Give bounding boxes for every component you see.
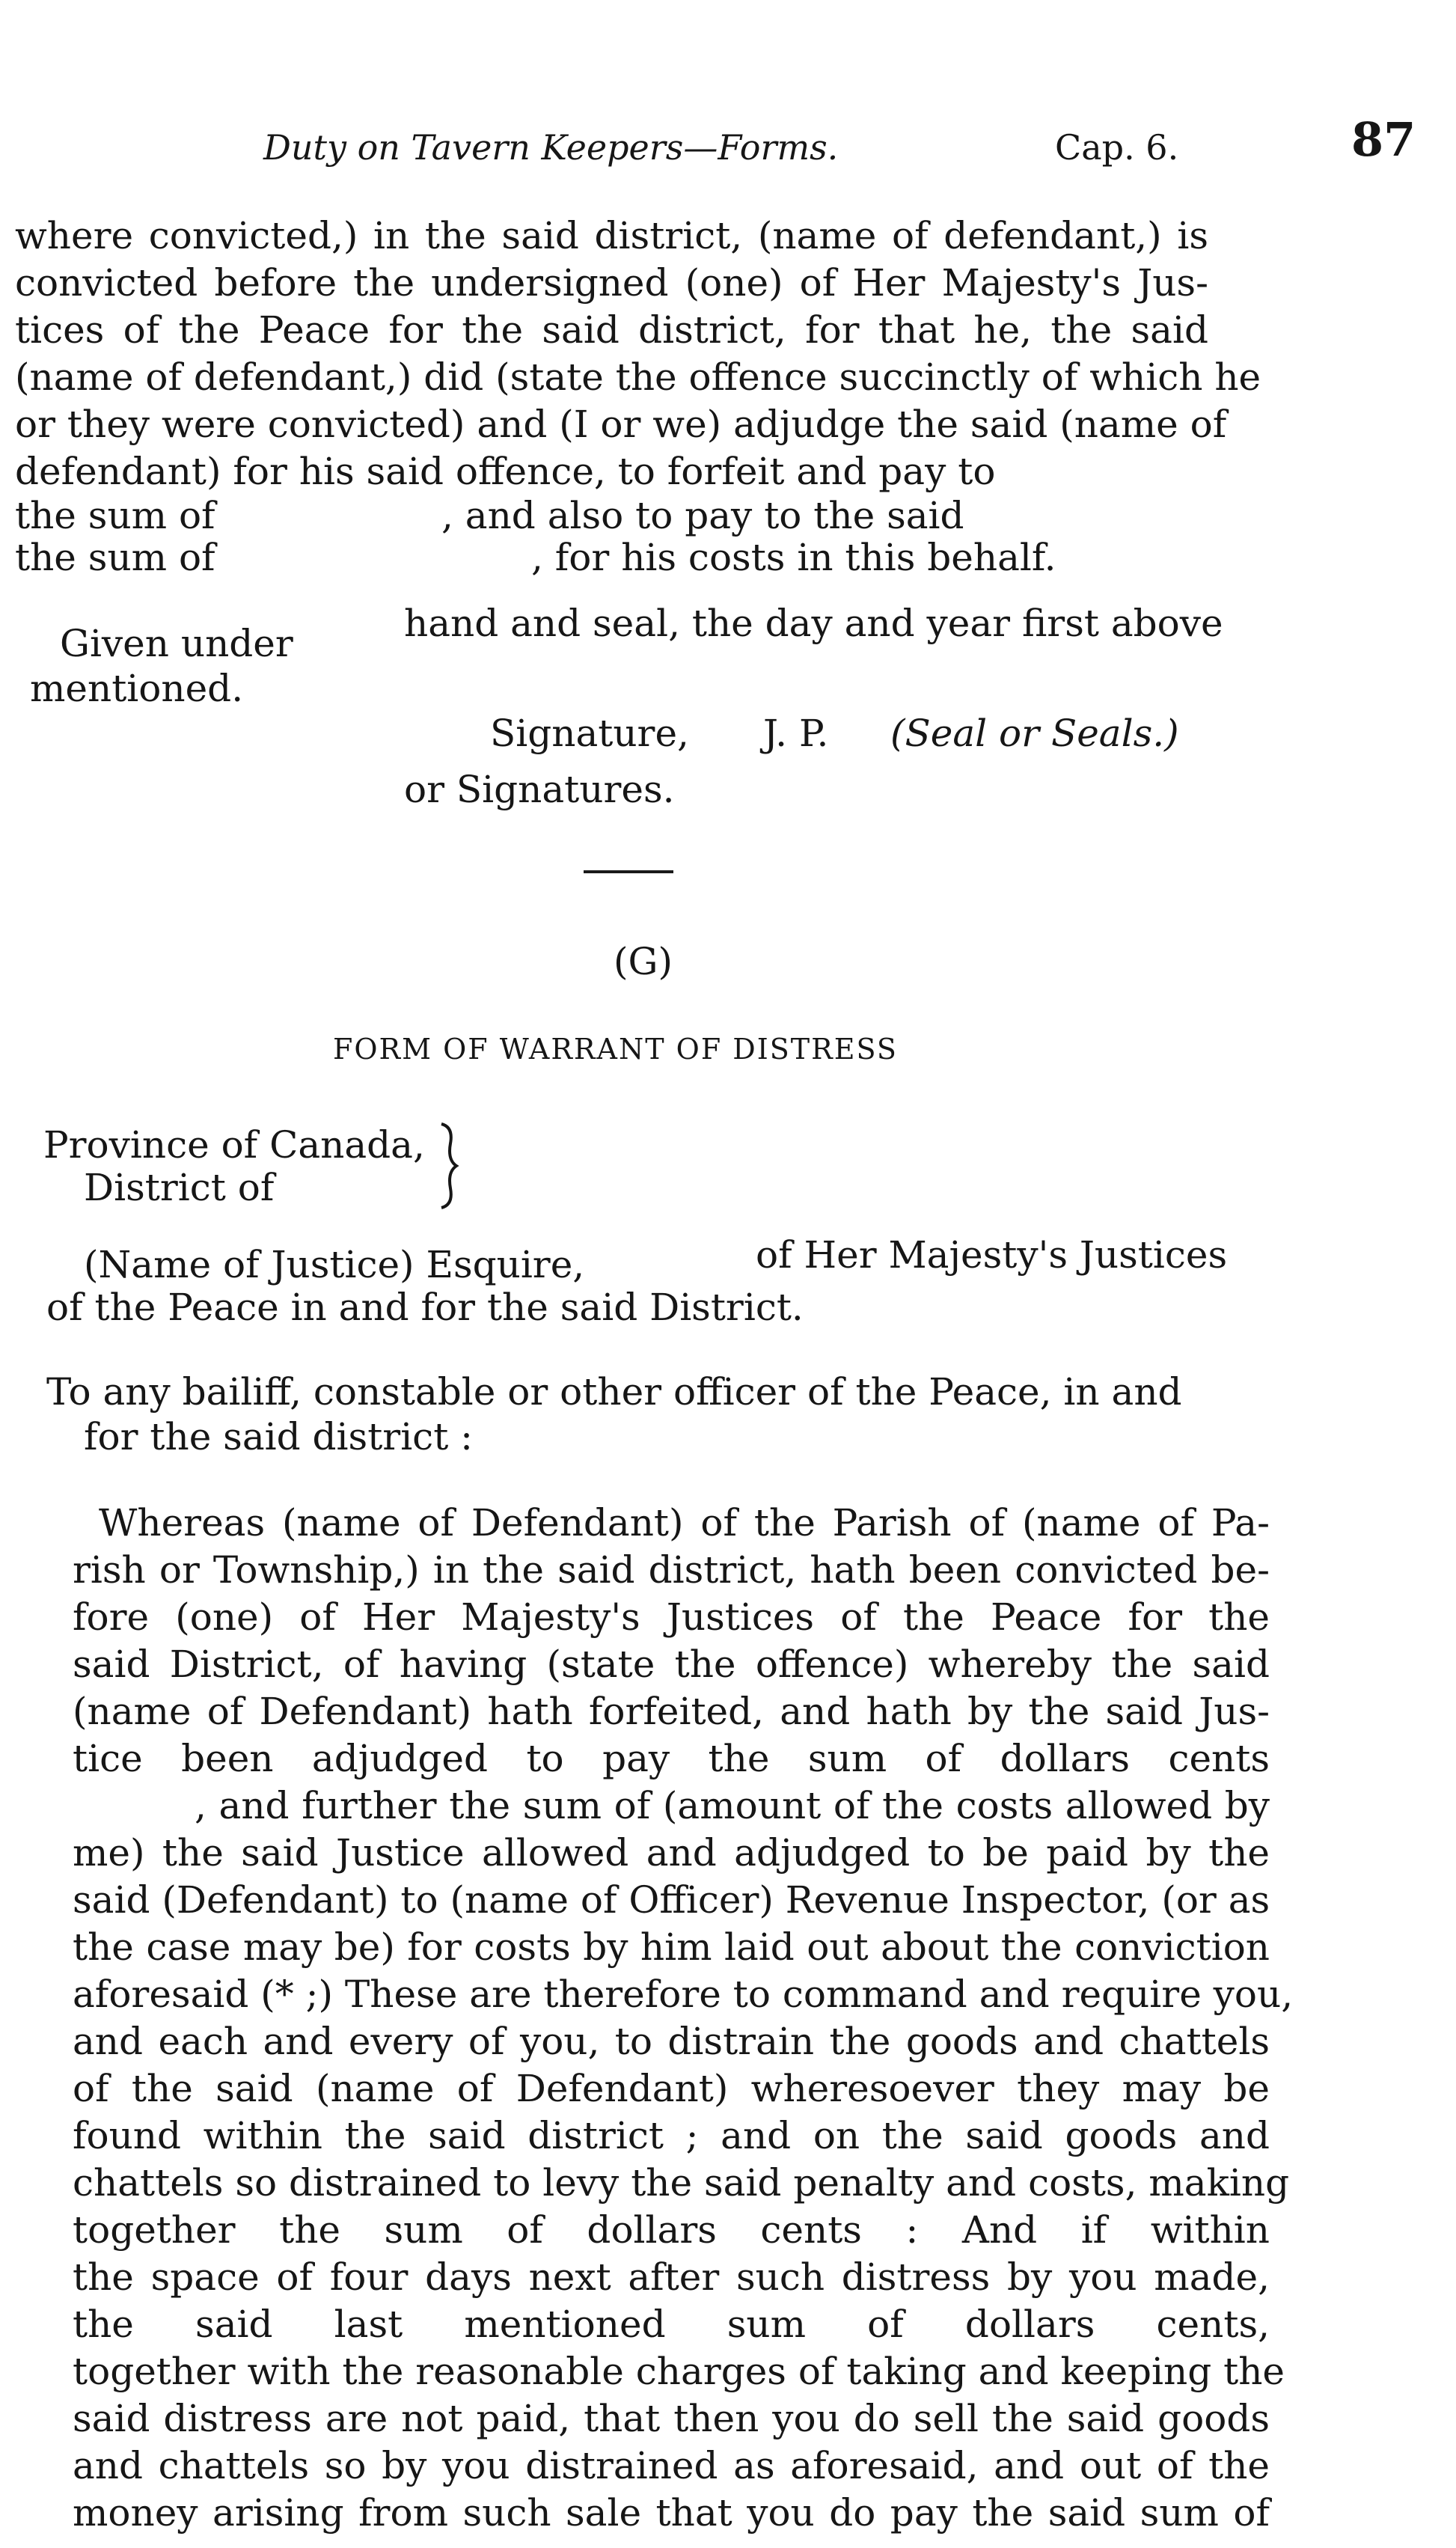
body-line: money arising from such sale that you do pay the said sum of: [73, 2491, 1270, 2535]
sum-label: the sum of: [15, 536, 215, 579]
body-line: together with the reasonable charges of taking and keeping the: [73, 2350, 1285, 2393]
body-line: fore (one) of Her Majesty's Justices of the Peace for the: [73, 1595, 1270, 1639]
justice-name: (Name of Justice) Esquire,: [84, 1243, 585, 1286]
seal-label: (Seal or Seals.): [890, 712, 1179, 755]
address-line: for the said district :: [84, 1415, 474, 1458]
body-line: and each and every of you, to distrain the goods and chattels: [73, 2020, 1270, 2063]
brace-icon: [435, 1121, 461, 1211]
body-line: said distress are not paid, that then you do sell the said goods: [73, 2397, 1270, 2440]
province-label: Province of Canada,: [43, 1123, 425, 1167]
body-line: , and further the sum of (amount of the costs allowed by: [195, 1784, 1270, 1827]
body-line: together the sum of dollars cents : And if within: [73, 2208, 1270, 2252]
body-line: tice been adjudged to pay the sum of dollars cents: [73, 1737, 1270, 1780]
form-letter: (G): [614, 940, 673, 983]
sum-text: , and also to pay to the said: [441, 494, 964, 537]
body-line: or they were convicted) and (I or we) adjudge the said (name of: [15, 403, 1227, 446]
body-line: the case may be) for costs by him laid out about the conviction: [73, 1925, 1270, 1969]
body-line: rish or Township,) in the said district, hath been convicted be-: [73, 1548, 1270, 1592]
address-line: To any bailiff, constable or other officer of the Peace, in and: [46, 1370, 1182, 1414]
sum-text: , for his costs in this behalf.: [531, 536, 1056, 579]
body-line: convicted before the undersigned (one) of Her Majesty's Jus-: [15, 261, 1208, 305]
signature-label: Signature,: [490, 712, 689, 755]
body-line: where convicted,) in the said district, (name of defendant,) is: [15, 214, 1208, 257]
mentioned-text: mentioned.: [30, 667, 244, 710]
body-line: aforesaid (* ;) These are therefore to command and require you,: [73, 1973, 1294, 2016]
body-line: (name of defendant,) did (state the offence succinctly of which he: [15, 355, 1261, 399]
justice-title: of Her Majesty's Justices: [756, 1233, 1228, 1277]
body-line: chattels so distrained to levy the said penalty and costs, making: [73, 2161, 1290, 2205]
district-label: District of: [84, 1166, 275, 1209]
body-line: (name of Defendant) hath forfeited, and hath by the said Jus-: [73, 1690, 1270, 1733]
body-line: the space of four days next after such distress by you made,: [73, 2255, 1270, 2299]
body-line: found within the said district ; and on the said goods and: [73, 2114, 1270, 2157]
body-line: me) the said Justice allowed and adjudged to be paid by the: [73, 1831, 1270, 1875]
body-line: of the said (name of Defendant) wheresoever they may be: [73, 2067, 1270, 2110]
jp-label: J. P.: [763, 712, 829, 755]
or-signatures: or Signatures.: [404, 768, 675, 811]
body-line: tices of the Peace for the said district, for that he, the said: [15, 308, 1208, 352]
body-line: defendant) for his said offence, to forfeit and pay to: [15, 450, 996, 493]
sum-label: the sum of: [15, 494, 215, 537]
body-line: said (Defendant) to (name of Officer) Revenue Inspector, (or as: [73, 1878, 1270, 1922]
given-text: hand and seal, the day and year first above: [404, 602, 1223, 645]
body-line: the said last mentioned sum of dollars cents,: [73, 2303, 1270, 2346]
running-title: Duty on Tavern Keepers—Forms.: [263, 127, 839, 168]
justice-line-2: of the Peace in and for the said District.: [46, 1286, 804, 1329]
given-under: Given under: [60, 622, 293, 665]
body-line: Whereas (name of Defendant) of the Parish of (name of Pa-: [99, 1501, 1270, 1545]
chapter-label: Cap. 6.: [1055, 127, 1179, 168]
form-title: FORM OF WARRANT OF DISTRESS: [333, 1033, 898, 1066]
section-divider: [584, 870, 673, 873]
body-line: and chattels so by you distrained as aforesaid, and out of the: [73, 2444, 1270, 2487]
body-line: said District, of having (state the offence) whereby the said: [73, 1643, 1270, 1686]
page-number: 87: [1351, 112, 1416, 167]
